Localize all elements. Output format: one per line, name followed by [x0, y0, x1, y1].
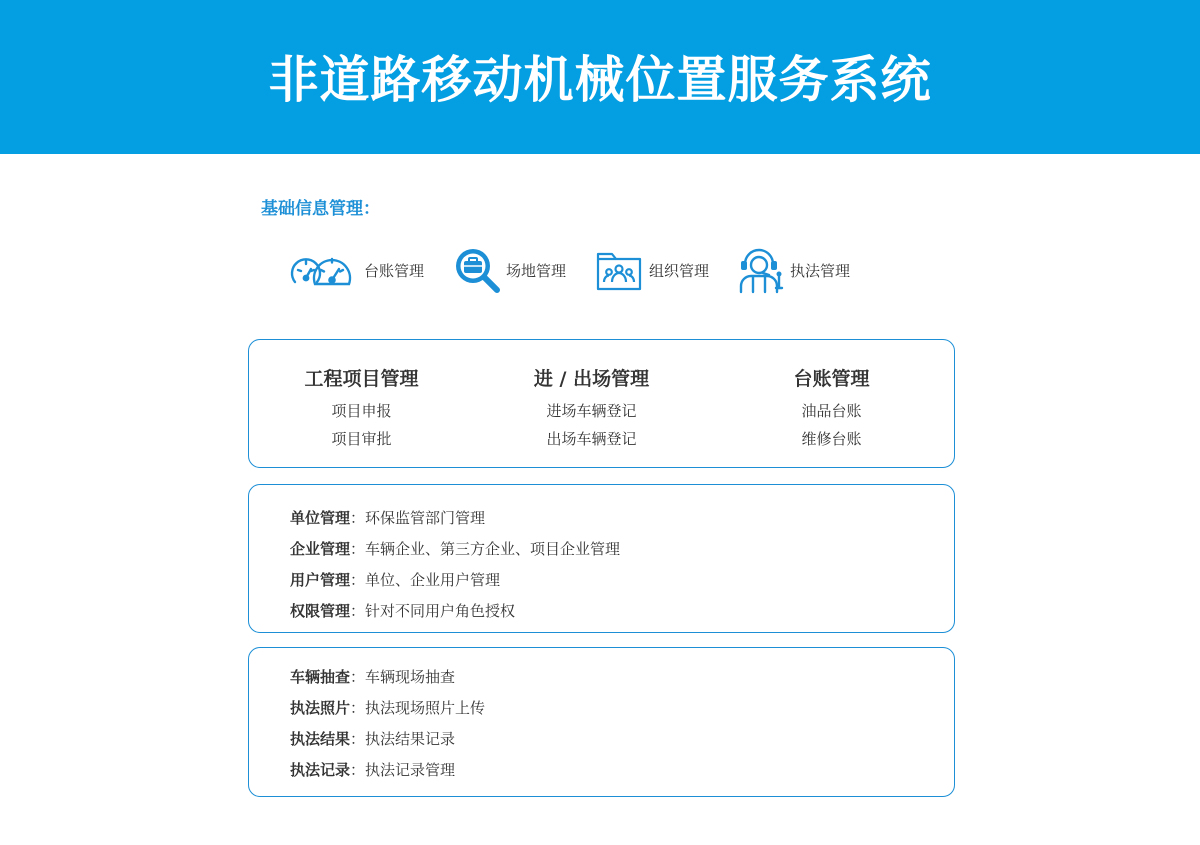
info-row[interactable]: [290, 569, 500, 590]
column-item[interactable]: 出场车辆登记: [546, 430, 637, 448]
page-title: 非道路移动机械位置服务系统: [268, 51, 932, 109]
row-value: 执法记录管理: [365, 761, 456, 779]
column-title: 台账管理: [793, 368, 870, 390]
column-item[interactable]: 进场车辆登记: [546, 402, 637, 420]
row-separator: ：: [350, 602, 366, 620]
row-separator: ：: [350, 571, 366, 589]
column-title: 进 / 出场管理: [533, 368, 650, 390]
basic-item-site[interactable]: [453, 244, 566, 296]
row-separator: ：: [350, 668, 366, 686]
column-title: 工程项目管理: [304, 368, 419, 390]
row-key: 用户管理: [290, 571, 351, 589]
info-row[interactable]: [290, 600, 515, 621]
basic-item-ledger[interactable]: [287, 244, 424, 296]
column-item[interactable]: 油品台账: [801, 402, 862, 420]
folder-people-icon: [596, 248, 642, 292]
info-row[interactable]: [290, 759, 455, 780]
row-separator: ：: [350, 730, 366, 748]
header-banner: [0, 0, 1200, 154]
row-separator: ：: [350, 761, 366, 779]
info-row[interactable]: [290, 507, 485, 528]
row-value: 单位、企业用户管理: [365, 571, 501, 589]
row-key: 权限管理: [290, 602, 351, 620]
row-value: 执法现场照片上传: [365, 699, 486, 717]
basic-item-label: 执法管理: [790, 261, 851, 280]
row-value: 执法结果记录: [365, 730, 456, 748]
row-value: 车辆企业、第三方企业、项目企业管理: [365, 540, 621, 558]
column-item[interactable]: 维修台账: [801, 430, 862, 448]
info-row[interactable]: [290, 728, 455, 749]
row-key: 车辆抽查: [290, 668, 351, 686]
info-row[interactable]: [290, 697, 485, 718]
row-separator: ：: [350, 509, 366, 527]
basic-item-enforcement[interactable]: [739, 244, 850, 296]
basic-info-icon-row: [287, 244, 887, 296]
officer-headset-icon: [739, 246, 785, 294]
row-separator: ：: [350, 699, 366, 717]
column-item[interactable]: 项目申报: [331, 402, 392, 420]
project-ledger-card: [248, 339, 955, 468]
basic-item-label: 场地管理: [506, 261, 567, 280]
basic-item-label: 台账管理: [364, 261, 425, 280]
row-key: 单位管理: [290, 509, 351, 527]
basic-item-label: 组织管理: [649, 261, 710, 280]
row-value: 针对不同用户角色授权: [365, 602, 516, 620]
basic-item-org[interactable]: [596, 244, 709, 296]
row-key: 企业管理: [290, 540, 351, 558]
organization-card: [248, 484, 955, 633]
row-value: 车辆现场抽查: [365, 668, 456, 686]
row-value: 环保监管部门管理: [365, 509, 486, 527]
section-title: 基础信息管理：: [261, 199, 380, 219]
row-key: 执法结果: [290, 730, 351, 748]
row-key: 执法照片: [290, 699, 351, 717]
column-item[interactable]: 项目审批: [331, 430, 392, 448]
dashboard-gauges-icon: [287, 248, 353, 292]
enforcement-card: [248, 647, 955, 797]
row-key: 执法记录: [290, 761, 351, 779]
info-row[interactable]: [290, 538, 620, 559]
info-row[interactable]: [290, 666, 455, 687]
briefcase-search-icon: [453, 246, 501, 294]
row-separator: ：: [350, 540, 366, 558]
